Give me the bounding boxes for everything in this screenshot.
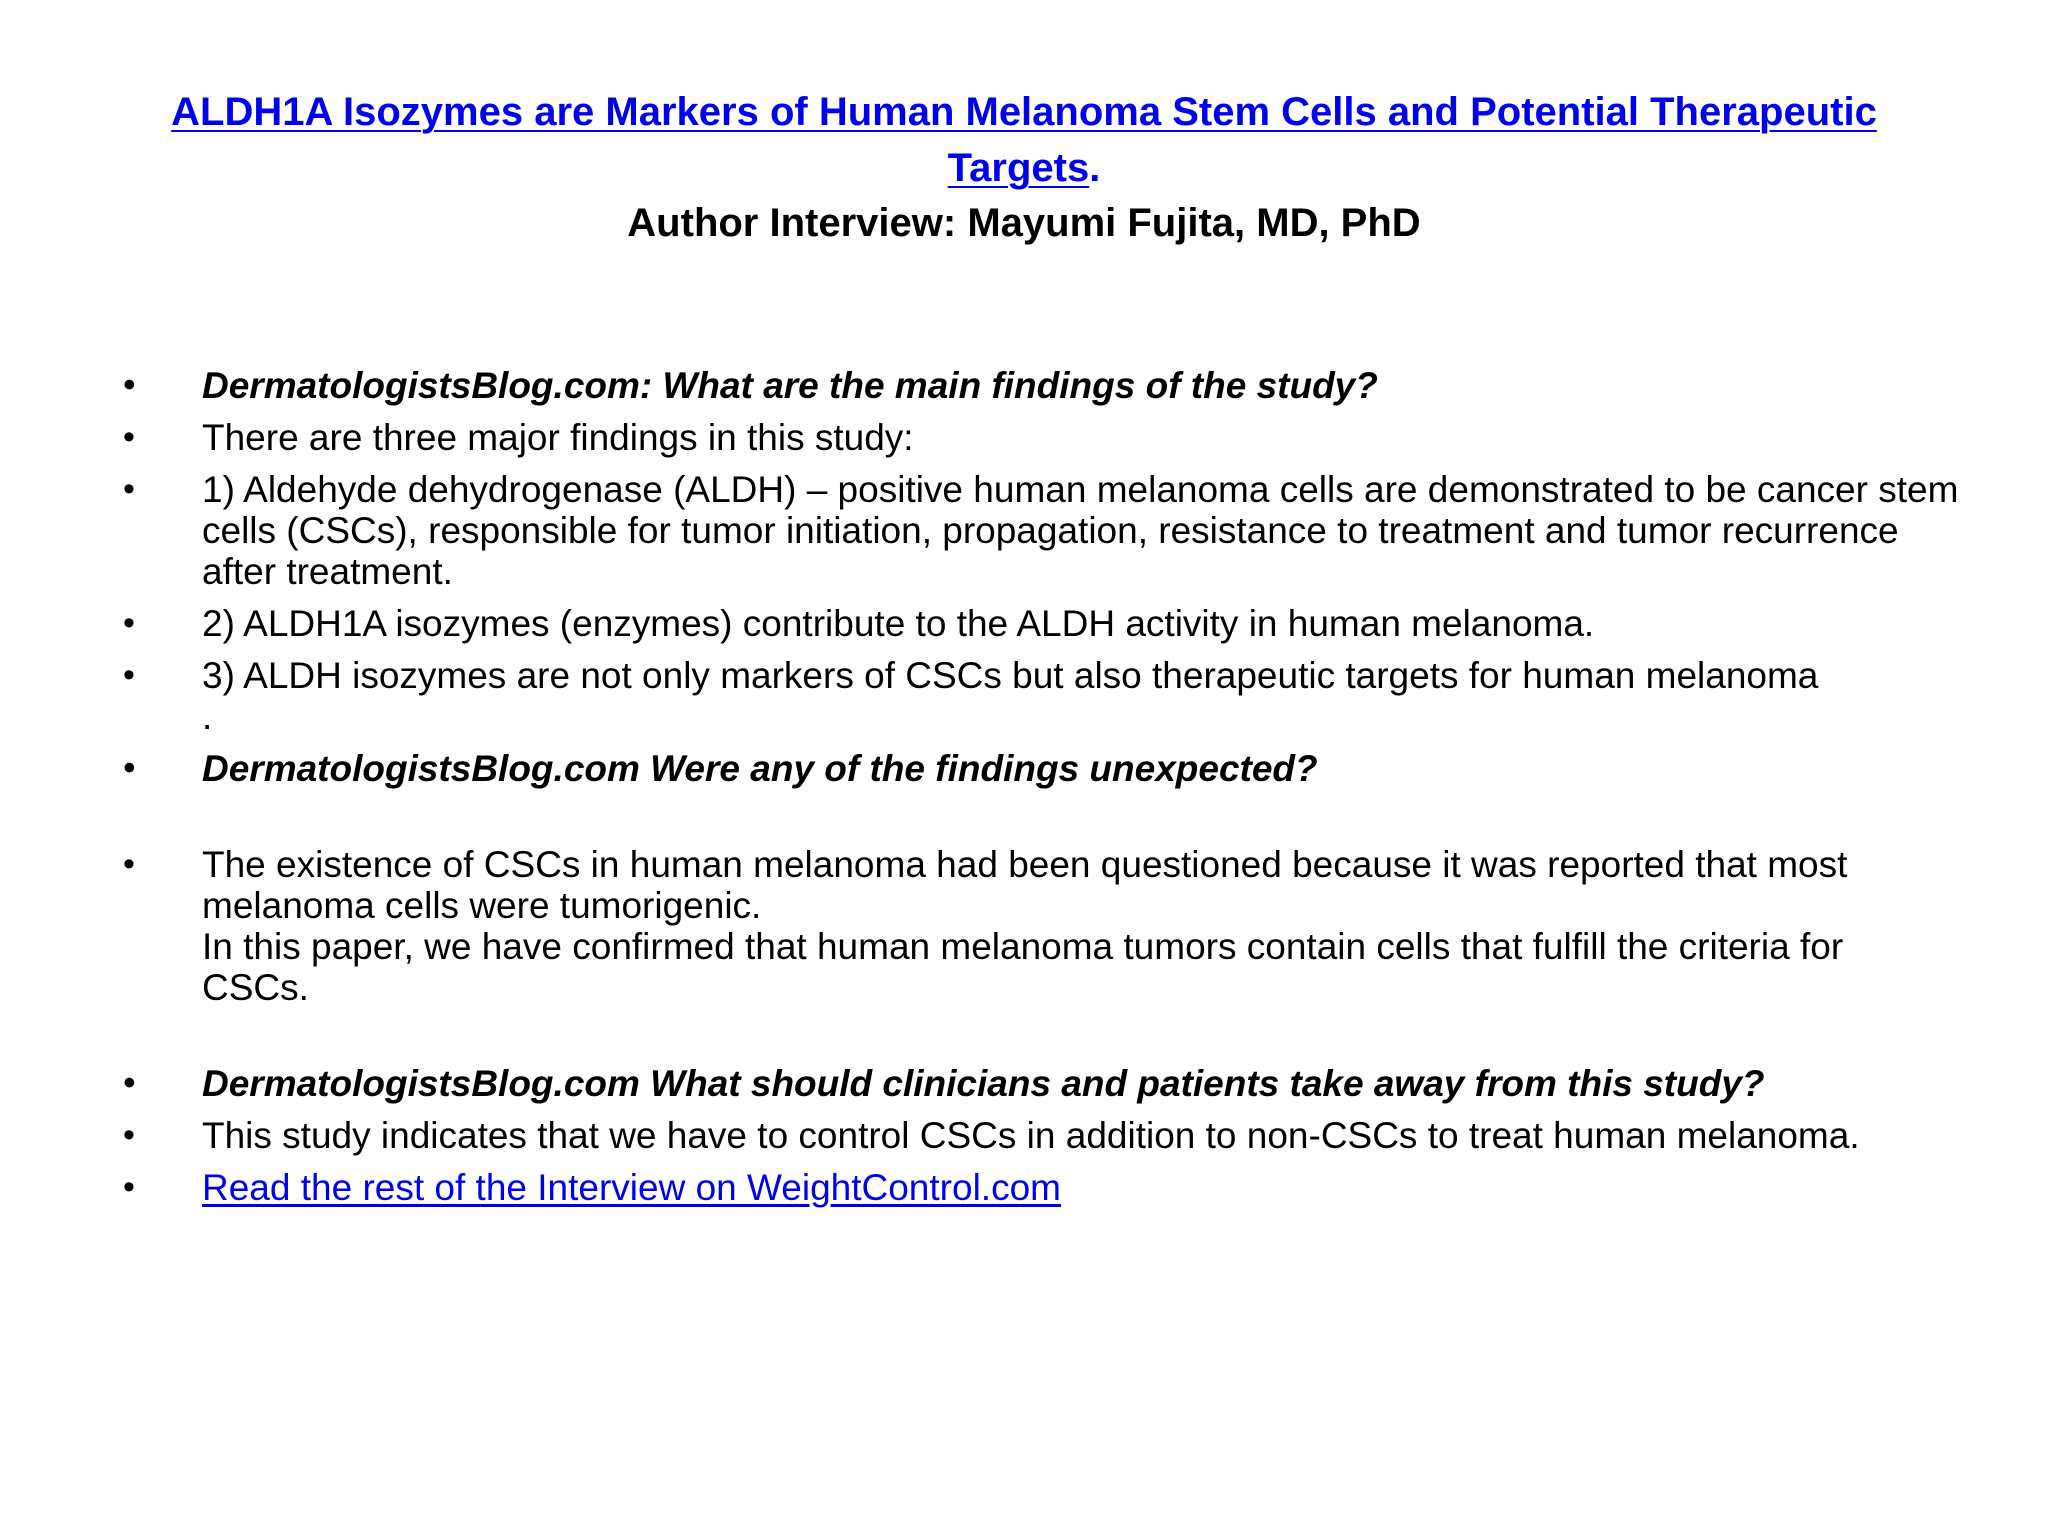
bullet-icon: •	[123, 1168, 135, 1206]
bullet-icon: •	[123, 1064, 135, 1102]
bullet-icon: •	[123, 366, 135, 404]
read-more-item	[120, 1167, 1960, 1208]
question-unexpected	[120, 748, 1960, 789]
bullet-icon: •	[123, 604, 135, 642]
question-text: DermatologistsBlog.com Were any of the findings unexpected?	[202, 748, 1318, 789]
question-main-findings	[120, 365, 1960, 406]
answer-paragraph-1: The existence of CSCs in human melanoma had been questioned because it was reported that most melanoma cells were tumorigenic.	[202, 844, 1848, 926]
article-title-link[interactable]: ALDH1A Isozymes are Markers of Human Melanoma Stem Cells and Potential Therapeutic Targets	[171, 90, 1877, 190]
finding-3	[120, 655, 1960, 737]
question-text: DermatologistsBlog.com What should clinicians and patients take away from this study?	[202, 1063, 1765, 1104]
finding-text: 1) Aldehyde dehydrogenase (ALDH) – positive human melanoma cells are demonstrated to be cancer stem cells (CSCs), responsible for tumor initiation, propagation, resistance to treatment and tumor recurrence after treatment.	[202, 469, 1959, 592]
finding-2	[120, 603, 1960, 644]
finding-text: 2) ALDH1A isozymes (enzymes) contribute to the ALDH activity in human melanoma.	[202, 603, 1595, 644]
answer-takeaway	[120, 1115, 1960, 1156]
title-trailing-period: .	[1089, 146, 1101, 190]
answer-intro	[120, 417, 1960, 458]
bullet-icon: •	[123, 845, 135, 883]
bullet-icon: •	[123, 470, 135, 508]
finding-trailing-period: .	[202, 696, 213, 737]
bullet-icon: •	[123, 418, 135, 456]
answer-text: There are three major findings in this study:	[202, 417, 914, 458]
bullet-list	[120, 365, 1960, 1219]
finding-text: 3) ALDH isozymes are not only markers of CSCs but also therapeutic targets for human melanoma	[202, 655, 1819, 696]
author-interview-subtitle: Author Interview: Mayumi Fujita, MD, PhD	[627, 201, 1421, 245]
title-block	[160, 84, 1888, 250]
bullet-icon: •	[123, 656, 135, 694]
read-more-link[interactable]: Read the rest of the Interview on WeightControl.com	[202, 1167, 1061, 1208]
finding-1	[120, 469, 1960, 592]
question-takeaway	[120, 1063, 1960, 1104]
answer-unexpected	[120, 844, 1960, 1008]
answer-paragraph-2: In this paper, we have confirmed that human melanoma tumors contain cells that fulfill the criteria for CSCs.	[202, 926, 1844, 1008]
answer-text: This study indicates that we have to control CSCs in addition to non-CSCs to treat human melanoma.	[202, 1115, 1860, 1156]
question-text: DermatologistsBlog.com: What are the main findings of the study?	[202, 365, 1378, 406]
bullet-icon: •	[123, 749, 135, 787]
bullet-icon: •	[123, 1116, 135, 1154]
